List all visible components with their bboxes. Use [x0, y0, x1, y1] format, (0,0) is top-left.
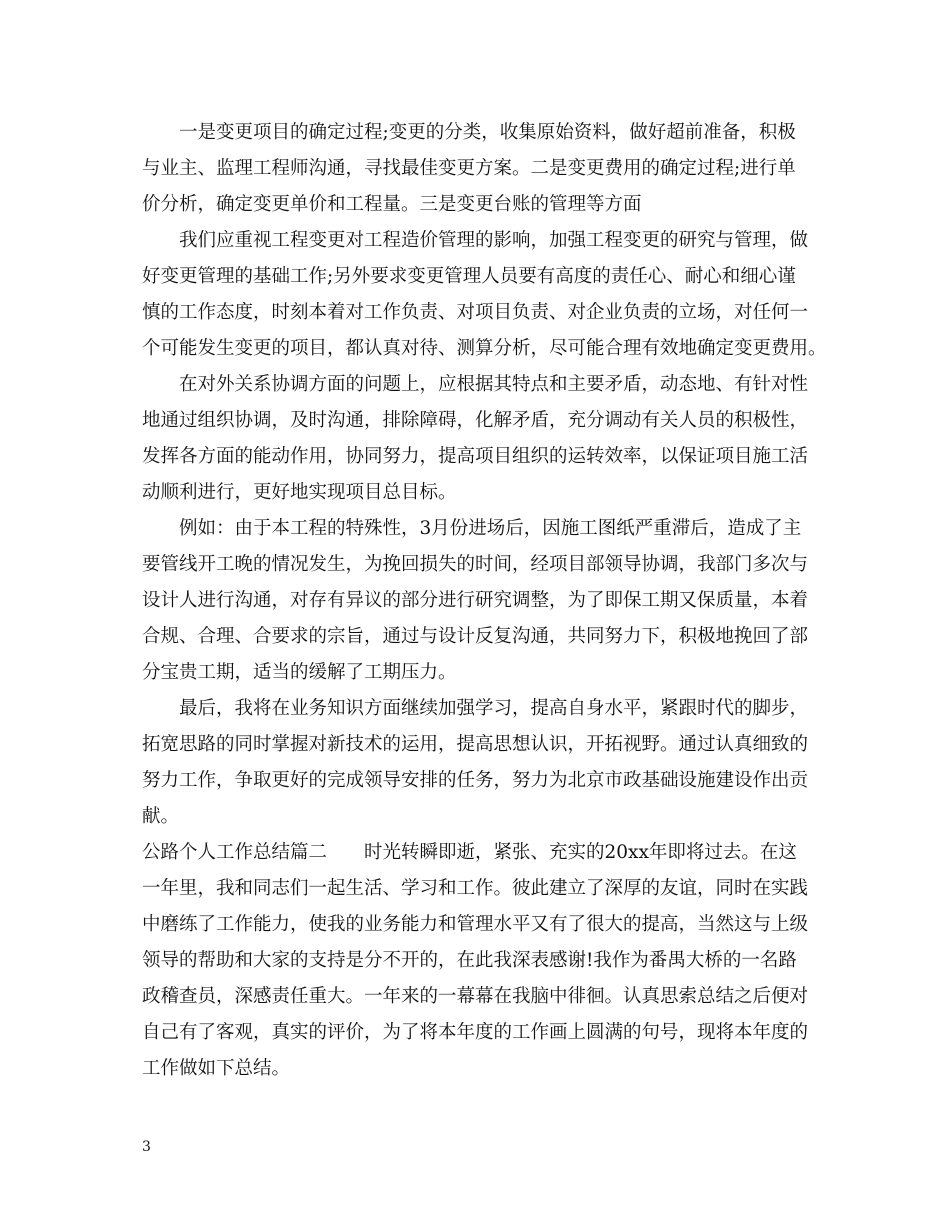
text-line: 我们应重视工程变更对工程造价管理的影响，加强工程变更的研究与管理，做	[142, 230, 809, 251]
section-heading-line: 公路个人工作总结篇二 时光转瞬即逝，紧张、充实的20xx年即将过去。在这	[142, 842, 797, 863]
text-line: 好变更管理的基础工作;另外要求变更管理人员要有高度的责任心、耐心和细心谨	[142, 266, 796, 287]
text-line: 要管线开工晚的情况发生，为挽回损失的时间，经项目部领导协调，我部门多次与	[142, 554, 809, 575]
text-line: 动顺利进行，更好地实现项目总目标。	[142, 482, 457, 503]
text-line: 价分析，确定变更单价和工程量。三是变更台账的管理等方面	[142, 194, 642, 215]
text-line: 政稽查员，深感责任重大。一年来的一幕幕在我脑中徘徊。认真思索总结之后便对	[142, 986, 809, 1007]
text-line: 设计人进行沟通，对存有异议的部分进行研究调整，为了即保工期又保质量，本着	[142, 590, 809, 611]
text-line: 拓宽思路的同时掌握对新技术的运用，提高思想认识，开拓视野。通过认真细致的	[142, 734, 809, 755]
page-number: 3	[142, 1139, 151, 1155]
text-line: 例如：由于本工程的特殊性，3月份进场后，因施工图纸严重滞后，造成了主	[142, 518, 802, 539]
text-line: 一年里，我和同志们一起生活、学习和工作。彼此建立了深厚的友谊，同时在实践	[142, 878, 809, 899]
text-line: 献。	[142, 806, 180, 827]
text-line: 地通过组织协调，及时沟通，排除障碍，化解矛盾，充分调动有关人员的积极性，	[142, 410, 809, 431]
text-line: 分宝贵工期，适当的缓解了工期压力。	[142, 662, 457, 683]
text-line: 自己有了客观，真实的评价，为了将本年度的工作画上圆满的句号，现将本年度的	[142, 1022, 809, 1043]
text-line: 个可能发生变更的项目，都认真对待、测算分析，尽可能合理有效地确定变更费用。	[142, 338, 827, 359]
text-line: 在对外关系协调方面的问题上，应根据其特点和主要矛盾，动态地、有针对性	[142, 374, 809, 395]
text-line: 一是变更项目的确定过程;变更的分类，收集原始资料，做好超前准备，积极	[142, 122, 796, 143]
text-line: 领导的帮助和大家的支持是分不开的，在此我深表感谢!我作为番禺大桥的一名路	[142, 950, 797, 971]
text-line: 努力工作，争取更好的完成领导安排的任务，努力为北京市政基础设施建设作出贡	[142, 770, 809, 791]
text-line: 与业主、监理工程师沟通，寻找最佳变更方案。二是变更费用的确定过程;进行单	[142, 158, 796, 179]
text-line: 工作做如下总结。	[142, 1058, 291, 1079]
text-line: 合规、合理、合要求的宗旨，通过与设计反复沟通，共同努力下，积极地挽回了部	[142, 626, 809, 647]
text-line: 最后，我将在业务知识方面继续加强学习，提高自身水平，紧跟时代的脚步，	[142, 698, 809, 719]
text-line: 中磨练了工作能力，使我的业务能力和管理水平又有了很大的提高，当然这与上级	[142, 914, 809, 935]
text-line: 慎的工作态度，时刻本着对工作负责、对项目负责、对企业负责的立场，对任何一	[142, 302, 809, 323]
text-line: 发挥各方面的能动作用，协同努力，提高项目组织的运转效率，以保证项目施工活	[142, 446, 809, 467]
